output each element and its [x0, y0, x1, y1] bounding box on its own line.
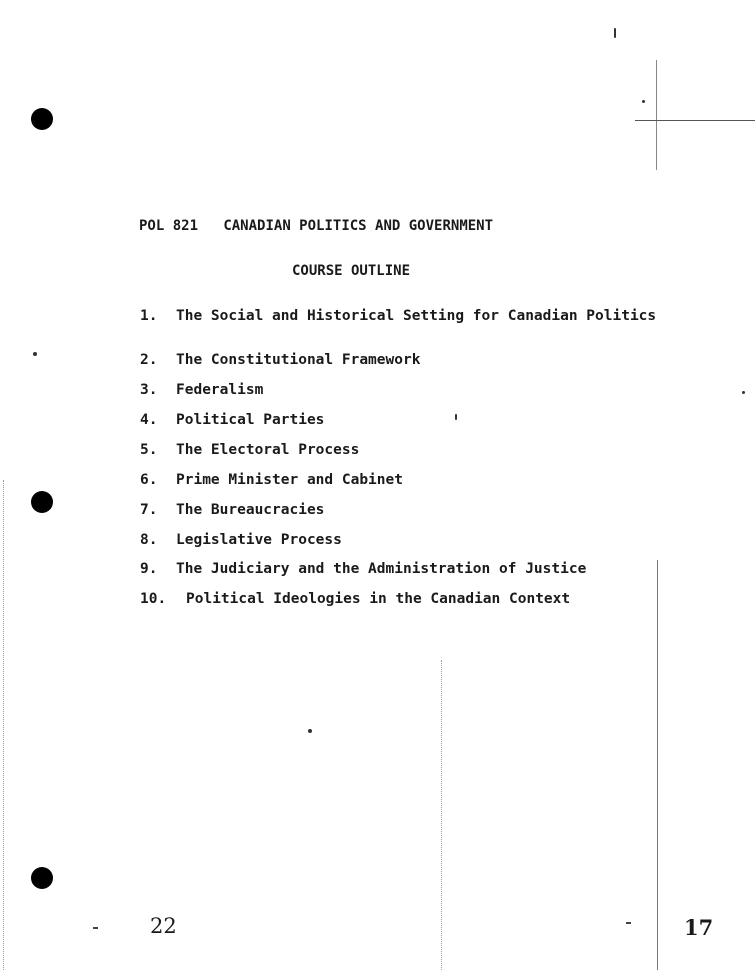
item-title: The Constitutional Framework	[176, 352, 421, 368]
scan-line-top-right	[635, 120, 755, 121]
outline-item	[140, 561, 586, 577]
item-title: Political Parties	[176, 412, 325, 428]
punch-hole-middle	[31, 491, 53, 513]
course-header	[139, 218, 493, 234]
scan-speck	[308, 729, 312, 733]
course-title: CANADIAN POLITICS AND GOVERNMENT	[223, 218, 494, 234]
outline-item	[140, 532, 342, 548]
scan-line-right-upper	[656, 60, 657, 170]
outline-item	[140, 412, 324, 428]
outline-item	[140, 308, 656, 324]
scan-dash	[93, 927, 98, 929]
item-title: The Electoral Process	[176, 442, 360, 458]
page-number-left: 22	[150, 914, 177, 938]
item-number: 10.	[140, 591, 167, 607]
item-number: 1.	[140, 308, 158, 324]
scan-dash	[626, 922, 631, 924]
outline-item	[140, 352, 420, 368]
item-number: 4.	[140, 412, 158, 428]
item-title: Legislative Process	[176, 532, 342, 548]
item-title: The Judiciary and the Administration of Justice	[176, 561, 587, 577]
item-title: Political Ideologies in the Canadian Context	[186, 591, 571, 607]
outline-item	[140, 382, 263, 398]
scan-line-right-lower	[657, 560, 658, 970]
scan-speck	[642, 100, 645, 103]
item-title: The Bureaucracies	[176, 502, 325, 518]
course-code: POL 821	[139, 218, 199, 234]
item-number: 6.	[140, 472, 158, 488]
scan-line-center	[441, 660, 442, 970]
scan-speck	[742, 391, 745, 394]
outline-heading: COURSE OUTLINE	[292, 263, 411, 279]
scan-line-left-edge	[3, 480, 4, 970]
page-number-right: 17	[684, 915, 714, 940]
item-number: 7.	[140, 502, 158, 518]
scan-speck	[33, 352, 37, 356]
item-number: 9.	[140, 561, 158, 577]
item-number: 3.	[140, 382, 158, 398]
item-number: 5.	[140, 442, 158, 458]
outline-item	[140, 472, 403, 488]
item-number: 8.	[140, 532, 158, 548]
item-number: 2.	[140, 352, 158, 368]
item-title: The Social and Historical Setting for Canadian Politics	[176, 308, 657, 324]
scan-speck	[455, 414, 457, 420]
outline-item	[140, 591, 570, 607]
item-title: Prime Minister and Cabinet	[176, 472, 403, 488]
item-title: Federalism	[176, 382, 264, 398]
outline-item	[140, 442, 359, 458]
outline-item	[140, 502, 324, 518]
punch-hole-top	[31, 108, 53, 130]
punch-hole-bottom	[31, 867, 53, 889]
scan-speck	[614, 28, 616, 38]
